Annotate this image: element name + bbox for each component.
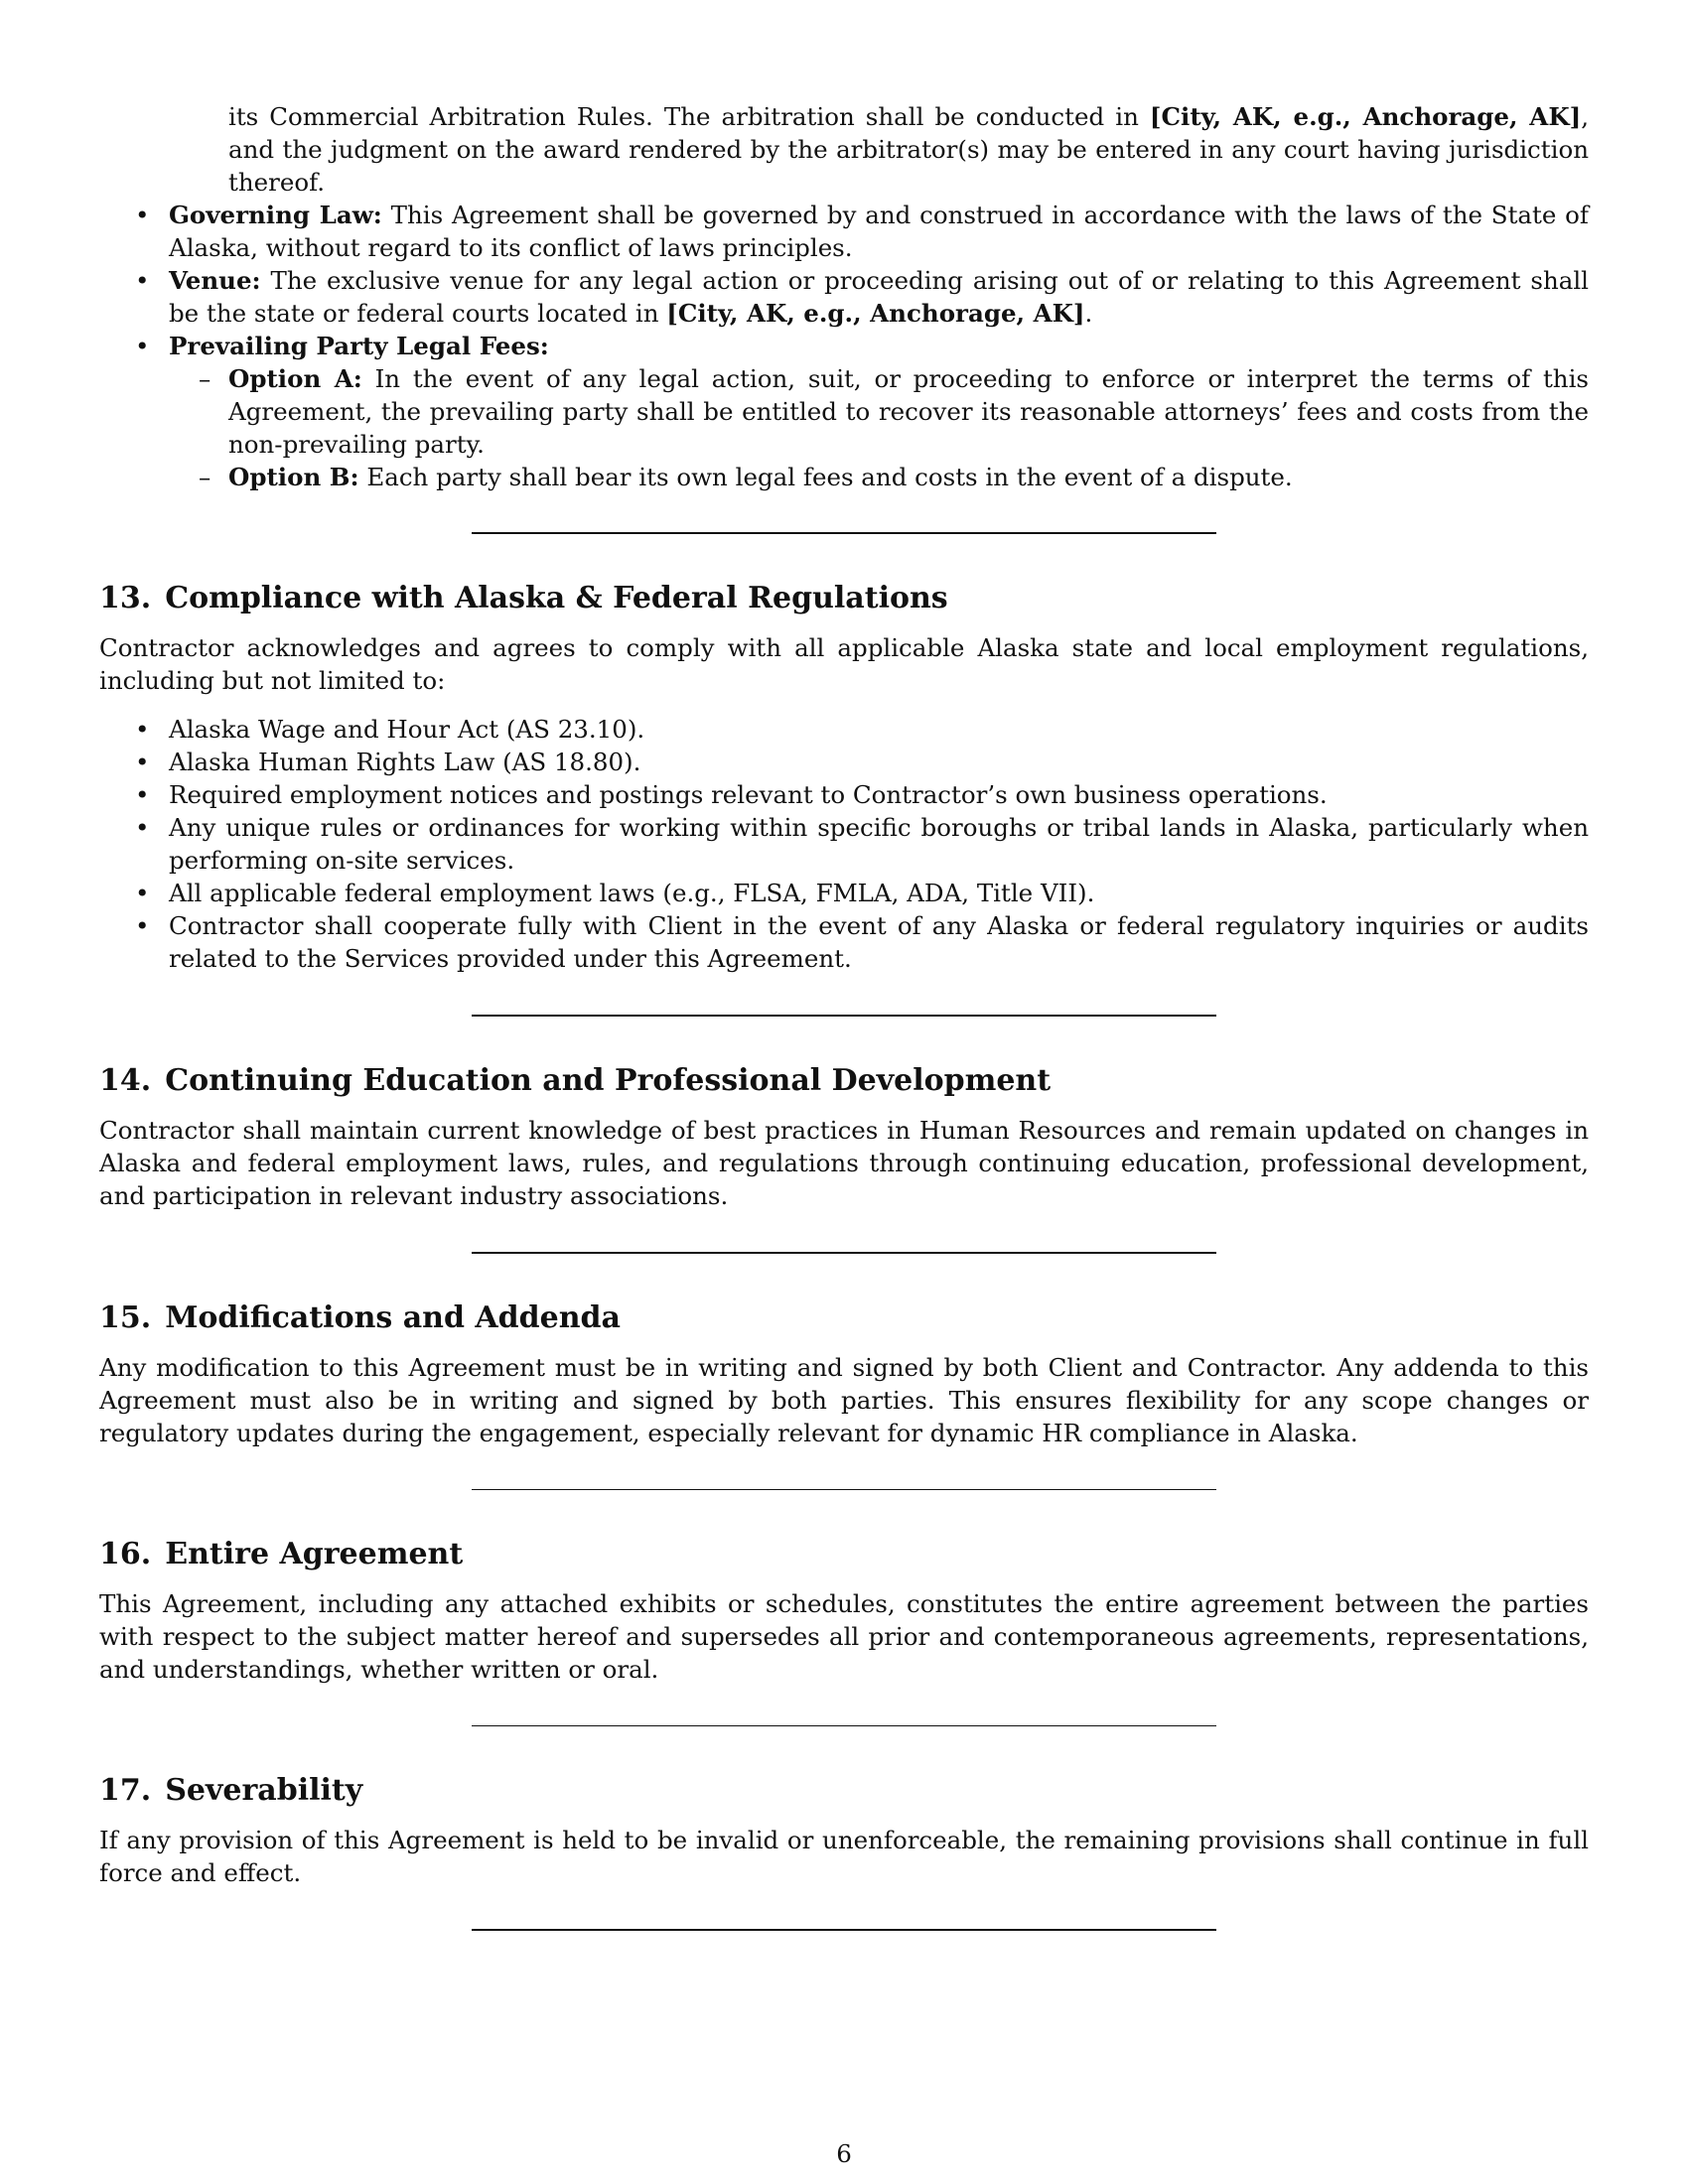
list-item-governing-law: • Governing Law: This Agreement shall be governed by and construed in accordance with the laws of the State of Alaska, without regard to its conflict of laws principles. (99, 199, 1589, 264)
option-b: – Option B: Each party shall bear its own legal fees and costs in the event of a dispute. (169, 461, 1589, 493)
list-item: • All applicable federal employment laws (e.g., FLSA, FMLA, ADA, Title VII). (99, 877, 1589, 909)
section-divider (472, 1725, 1216, 1726)
section12-list (99, 199, 1589, 493)
section-13-list (99, 713, 1589, 975)
section-17-body: If any provision of this Agreement is held to be invalid or unenforceable, the remaining provisions shall continue in full force and effect. (99, 1826, 1589, 1887)
section-16-heading: 16. Entire Agreement (99, 1537, 464, 1571)
list-item: • Alaska Human Rights Law (AS 18.80). (99, 746, 1589, 778)
arbitration-continuation: its Commercial Arbitration Rules. The arbitration shall be conducted in [City, AK, e.g., Anchorage, AK], and the judgment on the award rendered by the arbitrator(s) may be entered in any court having jurisdiction thereof. (228, 102, 1589, 197)
section-17-heading: 17. Severability (99, 1773, 363, 1808)
section-divider (472, 1015, 1216, 1017)
section-divider (472, 1489, 1216, 1490)
document-page (99, 0, 1589, 1931)
list-item-legal-fees: • Prevailing Party Legal Fees: – Option A: In the event of any legal action, suit, or proceeding to enforce or interpret the terms of this Agreement, the prevailing party shall be entitled to recover its reasonable attorneys’ fees and costs from the non-prevailing party. – Option B: Each party shall bear its own legal fees and costs in the event of a dispute. (99, 330, 1589, 493)
section-15-body: Any modification to this Agreement must be in writing and signed by both Client and Contractor. Any addenda to this Agreement must also be in writing and signed by both parties. This ensures flexibility for any scope changes or regulatory updates during the engagement, especially relevant for dynamic HR compliance in Alaska. (99, 1353, 1589, 1447)
section-14-heading: 14. Continuing Education and Professional Development (99, 1063, 1052, 1098)
section-16-body: This Agreement, including any attached exhibits or schedules, constitutes the entire agreement between the parties with respect to the subject matter hereof and supersedes all prior and contemporaneous agreements, representations, and understandings, whether written or oral. (99, 1589, 1589, 1684)
option-a: – Option A: In the event of any legal action, suit, or proceeding to enforce or interpret the terms of this Agreement, the prevailing party shall be entitled to recover its reasonable attorneys’ fees and costs from the non-prevailing party. (169, 362, 1589, 461)
section-13-intro: Contractor acknowledges and agrees to comply with all applicable Alaska state and local employment regulations, including but not limited to: (99, 633, 1589, 695)
section-14-body: Contractor shall maintain current knowledge of best practices in Human Resources and remain updated on changes in Alaska and federal employment laws, rules, and regulations through continuing education, professional development, and participation in relevant industry associations. (99, 1116, 1589, 1210)
venue-city-placeholder: [City, AK, e.g., Anchorage, AK] (666, 299, 1085, 328)
list-item: • Contractor shall cooperate fully with Client in the event of any Alaska or federal regulatory inquiries or audits related to the Services provided under this Agreement. (99, 909, 1589, 975)
section-divider (472, 1252, 1216, 1254)
legal-fees-options (169, 362, 1589, 493)
list-item: • Alaska Wage and Hour Act (AS 23.10). (99, 713, 1589, 746)
section-13-heading: 13. Compliance with Alaska & Federal Regulations (99, 581, 948, 615)
list-item-venue: • Venue: The exclusive venue for any legal action or proceeding arising out of or relating to this Agreement shall be the state or federal courts located in [City, AK, e.g., Anchorage, AK]. (99, 264, 1589, 330)
list-item: • Any unique rules or ordinances for working within specific boroughs or tribal lands in Alaska, particularly when performing on-site services. (99, 811, 1589, 877)
list-item: • Required employment notices and postings relevant to Contractor’s own business operations. (99, 778, 1589, 811)
section-divider (472, 1929, 1216, 1931)
section-divider (472, 532, 1216, 534)
section-15-heading: 15. Modifications and Addenda (99, 1300, 621, 1335)
city-placeholder: [City, AK, e.g., Anchorage, AK] (1149, 102, 1582, 131)
page-number: 6 (836, 2139, 852, 2168)
